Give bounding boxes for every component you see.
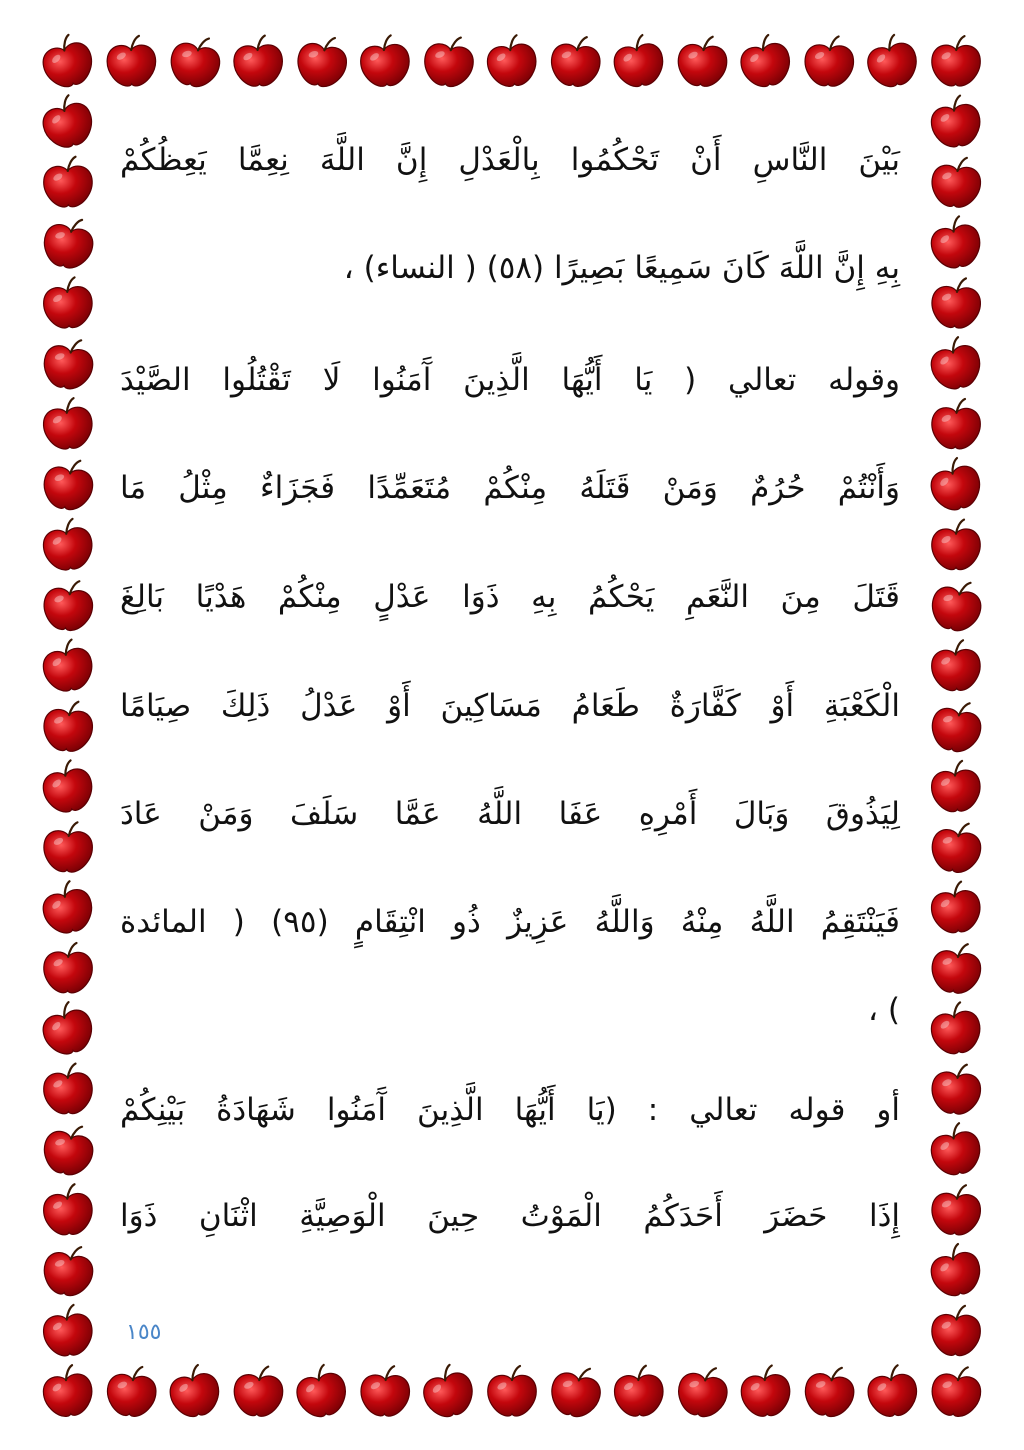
- text-line: الْكَعْبَةِ أَوْ كَفَّارَةٌ طَعَامُ مَسَاكِينَ أَوْ عَدْلُ ذَلِكَ صِيَامًا: [120, 688, 900, 724]
- apple-icon: [294, 32, 351, 90]
- apple-icon: [41, 577, 95, 633]
- apple-icon: [928, 818, 984, 876]
- apple-icon: [39, 757, 96, 815]
- apple-icon: [40, 637, 96, 694]
- apple-icon: [931, 1305, 981, 1357]
- text-line: ) ،: [868, 992, 900, 1028]
- apple-icon: [740, 1364, 792, 1417]
- apple-icon: [927, 575, 986, 635]
- apple-icon: [42, 1183, 93, 1235]
- text-line: بِهِ إِنَّ اللَّهَ كَانَ سَمِيعًا بَصِيرًا (٥٨) ( النساء) ،: [343, 250, 900, 286]
- apple-icon: [41, 456, 97, 513]
- apple-icon: [485, 33, 539, 89]
- apple-icon: [41, 1304, 94, 1358]
- apple-icon: [43, 942, 92, 993]
- apple-icon: [40, 1363, 95, 1419]
- apple-icon: [107, 36, 156, 87]
- apple-icon: [928, 1000, 983, 1056]
- text-line: فَيَنْتَقِمُ اللَّهُ مِنْهُ وَاللَّهُ عَزِيزٌ ذُو انْتِقَامٍ (٩٥) ( المائدة: [120, 904, 900, 940]
- apple-icon: [39, 213, 97, 273]
- apple-icon: [929, 1363, 984, 1419]
- apple-icon: [927, 1120, 983, 1178]
- apple-icon: [166, 31, 224, 91]
- apple-icon: [43, 821, 94, 873]
- apple-icon: [929, 940, 984, 996]
- apple-icon: [40, 1241, 97, 1299]
- apple-icon: [926, 334, 984, 393]
- apple-icon: [863, 31, 921, 91]
- apple-icon: [37, 998, 97, 1059]
- apple-icon: [549, 33, 603, 89]
- apple-icon: [804, 35, 855, 87]
- apple-icon: [930, 760, 982, 813]
- apple-icon: [488, 1366, 536, 1416]
- apple-icon: [233, 1364, 285, 1417]
- apple-icon: [926, 454, 985, 514]
- apple-icon: [737, 32, 794, 90]
- apple-icon: [37, 91, 97, 152]
- apple-icon: [927, 214, 983, 272]
- apple-icon: [866, 1364, 919, 1419]
- apple-icon: [930, 1061, 983, 1116]
- apple-icon: [39, 1119, 97, 1179]
- apple-icon: [928, 93, 983, 149]
- apple-icon: [930, 155, 983, 210]
- apple-icon: [41, 397, 94, 451]
- apple-icon: [41, 517, 95, 573]
- apple-icon: [421, 33, 477, 90]
- arabic-text-block: [120, 120, 900, 1300]
- apple-icon: [928, 697, 986, 756]
- text-line: إِذَا حَضَرَ أَحَدَكُمُ الْمَوْتُ حِينَ الْوَصِيَّةِ اثْنَانِ ذَوَا: [120, 1198, 900, 1234]
- apple-icon: [926, 1241, 984, 1300]
- apple-icon: [43, 1063, 92, 1114]
- apple-icon: [40, 334, 97, 392]
- apple-icon: [674, 1362, 732, 1421]
- apple-icon: [801, 1362, 857, 1420]
- apple-icon: [43, 156, 92, 207]
- apple-icon: [614, 1365, 664, 1417]
- apple-icon: [932, 520, 980, 570]
- apple-icon: [42, 699, 95, 753]
- apple-icon: [105, 1364, 158, 1419]
- apple-icon: [292, 1362, 350, 1421]
- text-line: لِيَذُوقَ وَبَالَ أَمْرِهِ عَفَا اللَّهُ عَمَّا سَلَفَ وَمَنْ عَادَ: [120, 796, 900, 832]
- text-line: وقوله تعالي ( يَا أَيُّهَا الَّذِينَ آَمَنُوا لَا تَقْتُلُوا الصَّيْدَ: [120, 362, 900, 398]
- apple-icon: [931, 36, 980, 87]
- apple-icon: [42, 277, 93, 329]
- page-number: ١٥٥: [126, 1320, 162, 1345]
- apple-icon: [166, 1362, 222, 1420]
- text-line: قَتَلَ مِنَ النَّعَمِ يَحْكُمُ بِهِ ذَوَا عَدْلٍ مِنْكُمْ هَدْيًا بَالِغَ: [120, 579, 900, 615]
- apple-icon: [929, 880, 982, 935]
- text-line: وَأَنْتُمْ حُرُمٌ وَمَنْ قَتَلَهُ مِنْكُمْ مُتَعَمِّدًا فَجَزَاءٌ مِثْلُ مَا: [120, 470, 900, 506]
- apple-icon: [676, 34, 729, 88]
- apple-icon: [930, 276, 982, 329]
- apple-icon: [38, 878, 96, 938]
- apple-icon: [233, 35, 284, 87]
- apple-icon: [611, 33, 667, 90]
- text-line: أو قوله تعالي : (يَا أَيُّهَا الَّذِينَ آَمَنُوا شَهَادَةُ بَيْنِكُمْ: [120, 1092, 900, 1128]
- apple-icon: [37, 31, 97, 92]
- apple-icon: [931, 640, 981, 692]
- apple-icon: [360, 1365, 410, 1417]
- apple-icon: [359, 34, 412, 88]
- apple-icon: [930, 1183, 982, 1236]
- apple-icon: [931, 398, 981, 450]
- text-line: بَيْنَ النَّاسِ أَنْ تَحْكُمُوا بِالْعَدْلِ إِنَّ اللَّهَ نِعِمَّا يَعِظُكُمْ: [120, 142, 900, 178]
- apple-icon: [547, 1361, 606, 1421]
- apple-icon: [418, 1361, 477, 1421]
